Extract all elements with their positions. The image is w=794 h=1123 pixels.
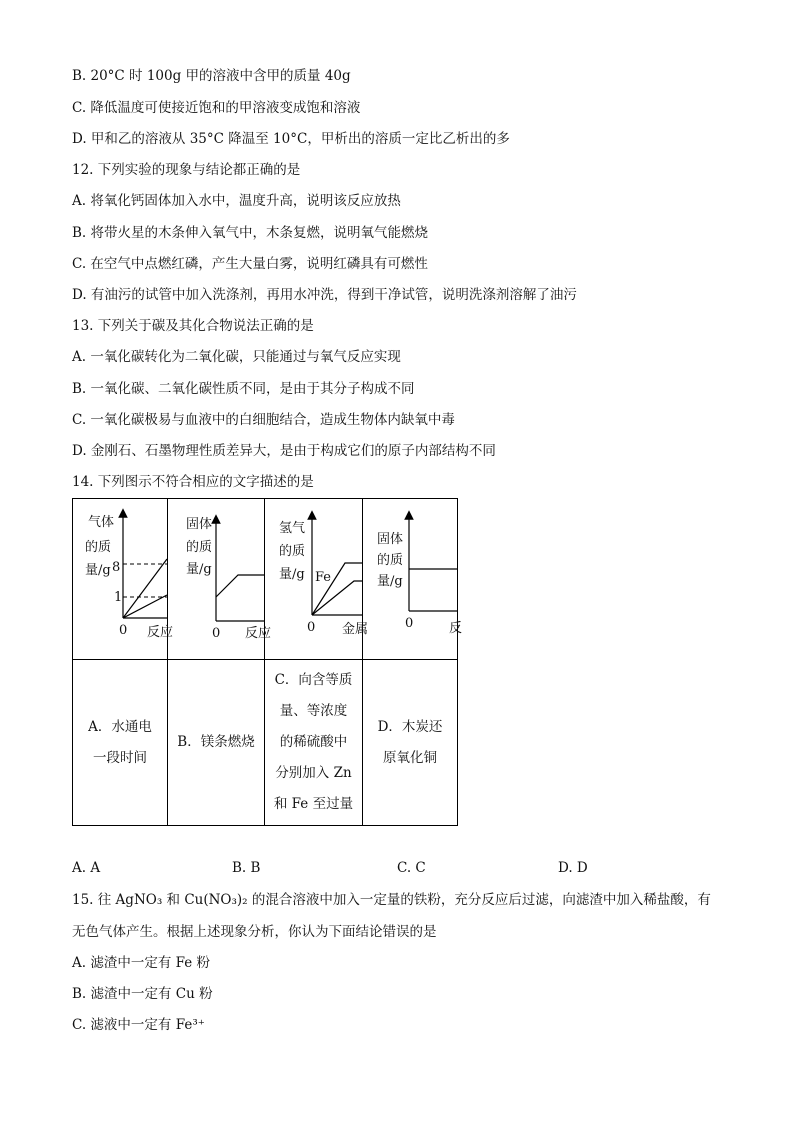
graph-a-ylabel-2: 的质 [85, 540, 112, 555]
q12-option-a: A. 将氧化钙固体加入水中，温度升高，说明该反应放热 [72, 193, 401, 209]
graph-d-origin: 0 [405, 616, 414, 631]
q11-option-b: B. 20°C 时 100g 甲的溶液中含甲的质量 40g [72, 68, 351, 84]
graph-a [73, 499, 174, 655]
q12-option-c: C. 在空气中点燃红磷，产生大量白雾，说明红磷具有可燃性 [72, 256, 428, 272]
graph-a-ylabel-3: 量/g [85, 563, 111, 578]
q11-option-d: D. 甲和乙的溶液从 35°C 降温至 10°C，甲析出的溶质一定比乙析出的多 [72, 131, 510, 147]
q15-option-c: C. 滤液中一定有 Fe³⁺ [72, 1017, 205, 1033]
graph-a-origin: 0 [119, 623, 128, 638]
graph-b-xlabel: 反应 [245, 626, 272, 641]
q12-option-b: B. 将带火星的木条伸入氧气中，木条复燃，说明氧气能燃烧 [72, 225, 429, 241]
q14-option-d[interactable]: D. D [558, 860, 588, 876]
graph-d-xlabel: 反 [449, 621, 463, 636]
caption-d: D．木炭还 原氧化铜 [363, 660, 458, 826]
graph-a-tick-8: 8 [112, 560, 121, 575]
graph-d-cell [363, 499, 463, 660]
graph-b-ylabel-1: 固体 [186, 517, 213, 532]
q12-stem: 12. 下列实验的现象与结论都正确的是 [72, 162, 301, 178]
q14-option-b[interactable]: B. B [232, 860, 261, 876]
graph-c-origin: 0 [307, 620, 316, 635]
graph-d-ylabel-3: 量/g [377, 574, 403, 589]
graph-a-xlabel: 反应 [147, 625, 174, 640]
graph-a-ylabel-1: 气体 [88, 515, 115, 530]
q15-stem-line1: 15. 往 AgNO₃ 和 Cu(NO₃)₂ 的混合溶液中加入一定量的铁粉，充分反应后过滤，向滤渣中加入稀盐酸，有 [72, 892, 711, 908]
graph-c-xlabel: 金属 [342, 622, 369, 637]
graph-c-ylabel-1: 氢气 [279, 521, 306, 536]
q13-option-b: B. 一氧化碳、二氧化碳性质不同，是由于其分子构成不同 [72, 381, 415, 397]
caption-b: B．镁条燃烧 [168, 660, 265, 826]
graph-c-ylabel-3: 量/g [279, 567, 305, 582]
graph-c-cell [265, 499, 369, 660]
graph-d-ylabel-1: 固体 [377, 532, 404, 547]
caption-c: C．向含等质 量、等浓度 的稀硫酸中 分别加入 Zn 和 Fe 至过量 [265, 660, 363, 826]
q14-option-c[interactable]: C. C [397, 860, 426, 876]
q15-option-a: A. 滤渣中一定有 Fe 粉 [72, 955, 211, 971]
q13-option-d: D. 金刚石、石墨物理性质差异大，是由于构成它们的原子内部结构不同 [72, 443, 496, 459]
graph-c-series-label: Fe [315, 570, 332, 585]
q14-stem: 14. 下列图示不符合相应的文字描述的是 [72, 474, 314, 490]
q13-option-c: C. 一氧化碳极易与血液中的白细胞结合，造成生物体内缺氧中毒 [72, 412, 455, 428]
q11-option-c: C. 降低温度可使接近饱和的甲溶液变成饱和溶液 [72, 100, 361, 116]
graph-d-ylabel-2: 的质 [377, 553, 404, 568]
graph-b-ylabel-2: 的质 [186, 540, 213, 555]
graph-d [363, 499, 463, 655]
q14-option-a[interactable]: A. A [72, 860, 101, 876]
q12-option-d: D. 有油污的试管中加入洗涤剂，再用水冲洗，得到干净试管，说明洗涤剂溶解了油污 [72, 287, 577, 303]
q15-option-b: B. 滤渣中一定有 Cu 粉 [72, 986, 213, 1002]
q13-option-a: A. 一氧化碳转化为二氧化碳，只能通过与氧气反应实现 [72, 349, 401, 365]
graph-a-tick-1: 1 [114, 590, 123, 605]
graph-c-ylabel-2: 的质 [279, 544, 306, 559]
graph-c [265, 499, 369, 655]
caption-a: A．水通电 一段时间 [73, 660, 168, 826]
graph-b [168, 499, 272, 655]
graph-b-ylabel-3: 量/g [186, 562, 212, 577]
q14-figure-table [72, 498, 463, 826]
graph-b-origin: 0 [212, 626, 221, 641]
q15-stem-line2: 无色气体产生。根据上述现象分析，你认为下面结论错误的是 [72, 924, 437, 940]
graph-a-cell [73, 499, 174, 660]
graph-b-cell [168, 499, 272, 660]
q13-stem: 13. 下列关于碳及其化合物说法正确的是 [72, 318, 314, 334]
